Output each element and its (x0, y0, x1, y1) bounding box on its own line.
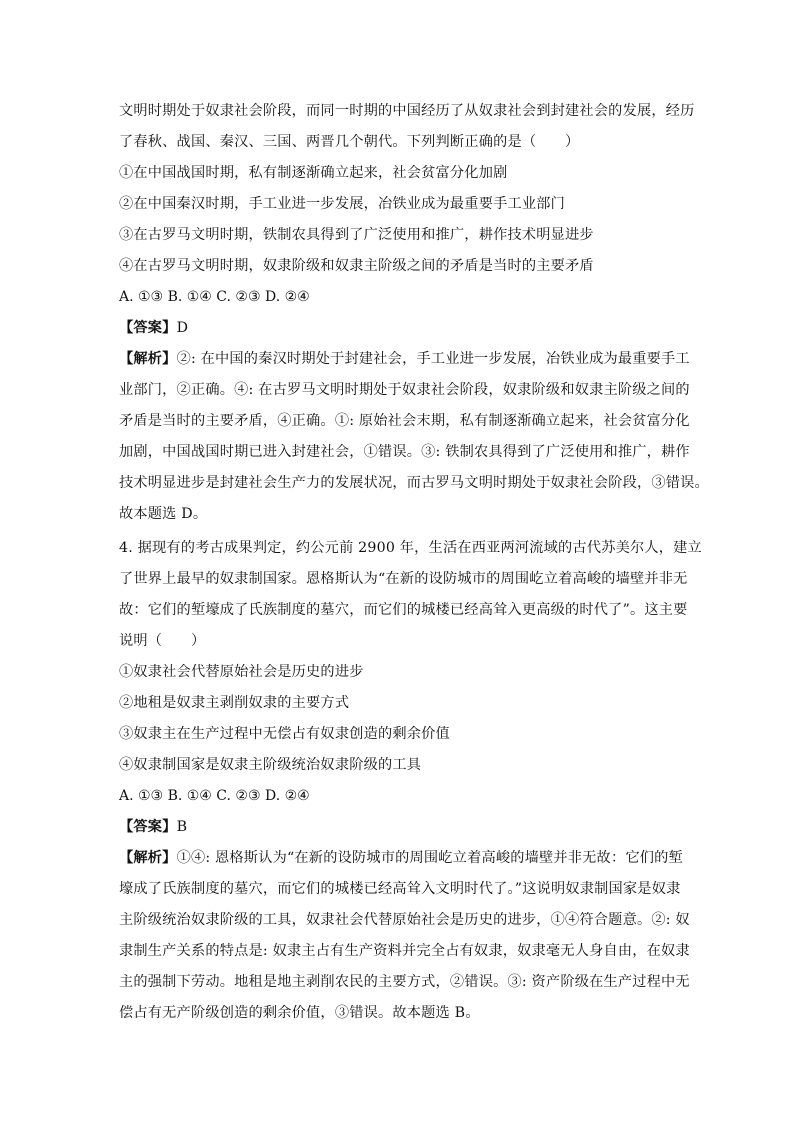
q3-statement-4: ④在古罗马文明时期，奴隶阶级和奴隶主阶级之间的矛盾是当时的主要矛盾 (119, 258, 594, 274)
analysis-text: ②: 在中国的秦汉时期处于封建社会，手工业进一步发展，冶铁业成为最重要手工 (176, 351, 690, 367)
answer-value: B (176, 819, 188, 835)
q3-stem-line: 文明时期处于奴隶社会阶段，而同一时期的中国经历了从奴隶社会到封建社会的发展，经历 (119, 103, 695, 119)
q4-statement-2: ②地租是奴隶主剥削奴隶的主要方式 (119, 695, 350, 711)
analysis-text: ①④: 恩格斯认为“在新的设防城市的周围屹立着高峻的墙壁并非无故：它们的堑 (176, 850, 683, 866)
q4-analysis-line: 主的强制下劳动。地租是地主剥削农民的主要方式，②错误。③: 资产阶级在生产过程中无 (119, 974, 690, 990)
analysis-label: 【解析】 (119, 850, 177, 866)
q3-analysis-line: 矛盾是当时的主要矛盾，④正确。①: 原始社会末期，私有制逐渐确立起来，社会贫富分化 (119, 413, 690, 429)
q4-analysis-line (119, 843, 683, 874)
document-page (119, 96, 709, 1029)
question-4 (119, 533, 702, 1029)
q4-stem-line: 4. 据现有的考古成果判定，约公元前 2900 年，生活在西亚两河流域的古代苏美尔人，建立 (119, 540, 702, 556)
q3-statement-3: ③在古罗马文明时期，铁制农具得到了广泛使用和推广，耕作技术明显进步 (119, 227, 594, 243)
q4-analysis-line: 隶制生产关系的特点是: 奴隶主占有生产资料并完全占有奴隶，奴隶毫无人身自由，在奴隶 (119, 943, 690, 959)
answer-value: D (176, 320, 189, 336)
q3-analysis-line: 故本题选 D。 (119, 506, 208, 522)
q4-stem-line: 了世界上最早的奴隶制国家。恩格斯认为“在新的设防城市的周围屹立着高峻的墙壁并非无 (119, 571, 688, 587)
answer-label: 【答案】 (119, 320, 177, 336)
q4-analysis-line: 偿占有无产阶级创造的剩余价值，③错误。故本题选 B。 (119, 1005, 480, 1021)
q4-analysis-line: 主阶级统治奴隶阶级的工具，奴隶社会代替原始社会是历史的进步，①④符合题意。②: 奴 (119, 912, 690, 928)
analysis-label: 【解析】 (119, 351, 177, 367)
q3-options: A. ①③ B. ①④ C. ②③ D. ②④ (119, 289, 310, 305)
q4-statement-1: ①奴隶社会代替原始社会是历史的进步 (119, 664, 364, 680)
q4-options: A. ①③ B. ①④ C. ②③ D. ②④ (119, 788, 310, 804)
answer-label: 【答案】 (119, 819, 177, 835)
q4-stem-line: 故：它们的堑壕成了氏族制度的墓穴，而它们的城楼已经高耸入更高级的时代了”。这主要 (119, 602, 688, 618)
q4-statement-3: ③奴隶主在生产过程中无偿占有奴隶创造的剩余价值 (119, 726, 450, 742)
q4-stem-line: 说明（ ） (119, 633, 206, 649)
q4-answer (119, 812, 679, 843)
q4-statement-4: ④奴隶制国家是奴隶主阶级统治奴隶阶级的工具 (119, 757, 422, 773)
q3-analysis-line: 技术明显进步是封建社会生产力的发展状况，而古罗马文明时期处于奴隶社会阶段，③错误。 (119, 475, 709, 491)
q3-statement-2: ②在中国秦汉时期，手工业进一步发展，冶铁业成为最重要手工业部门 (119, 196, 566, 212)
q3-analysis-line: 加剧，中国战国时期已进入封建社会，①错误。③: 铁制农具得到了广泛使用和推广，耕作 (119, 444, 690, 460)
q3-statement-1: ①在中国战国时期，私有制逐渐确立起来，社会贫富分化加剧 (119, 165, 508, 181)
q3-stem-line: 了春秋、战国、秦汉、三国、两晋几个朝代。下列判断正确的是（ ） (119, 134, 580, 150)
q4-analysis-line: 壕成了氏族制度的墓穴，而它们的城楼已经高耸入文明时代了。”这说明奴隶制国家是奴隶 (119, 881, 681, 897)
q3-answer (119, 313, 679, 344)
q3-analysis-line (119, 344, 690, 375)
q3-analysis-line: 业部门，②正确。④: 在古罗马文明时期处于奴隶社会阶段，奴隶阶级和奴隶主阶级之间的 (119, 382, 690, 398)
question-3 (119, 96, 709, 530)
